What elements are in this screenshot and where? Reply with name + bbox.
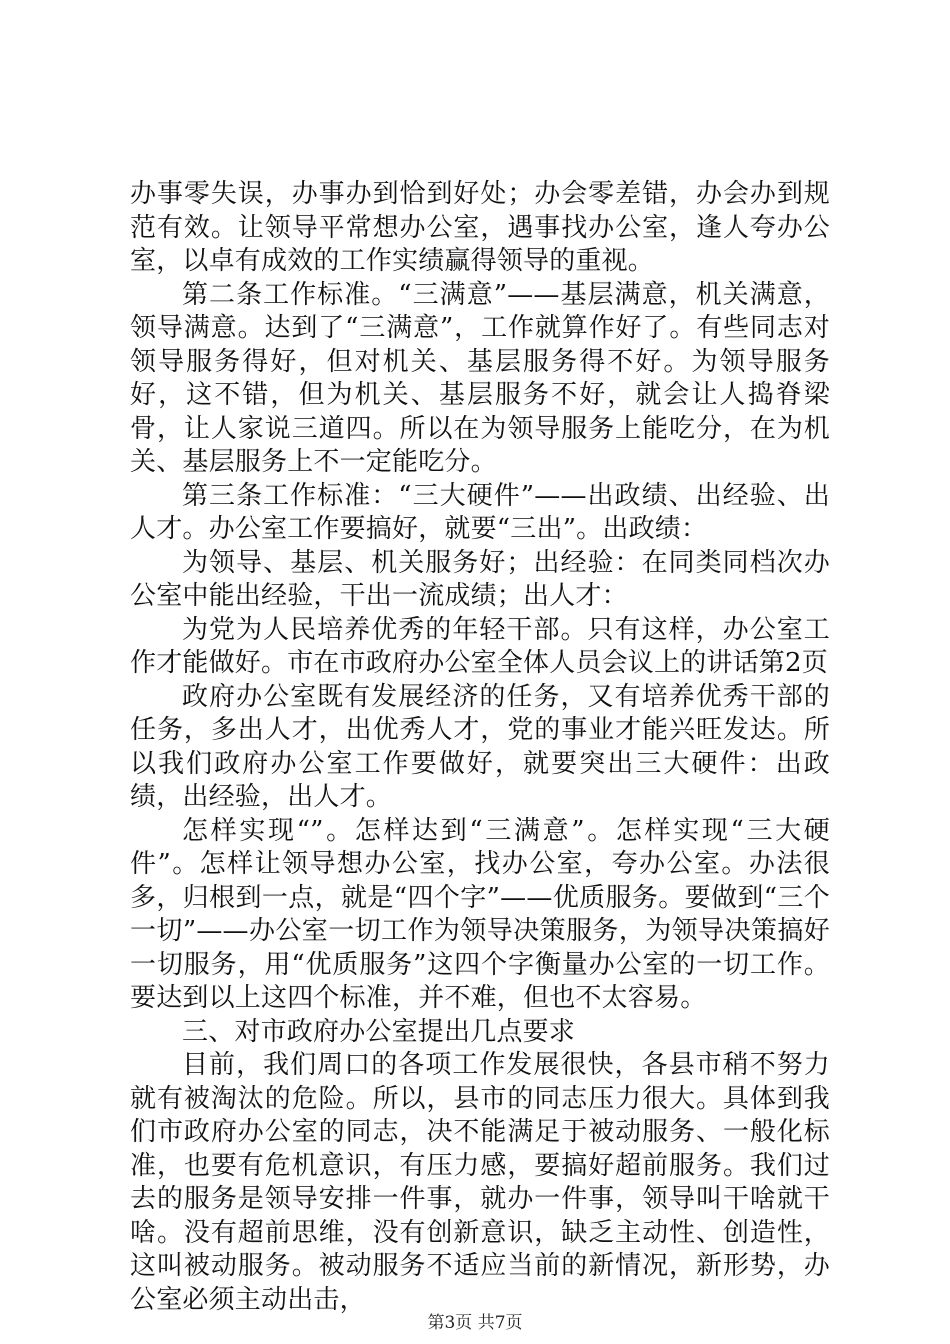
section-heading: 三、对市政府办公室提出几点要求	[182, 1016, 576, 1047]
document-body	[130, 178, 830, 1317]
paragraph-1: 办事零失误，办事办到恰到好处；办会零差错，办会办到规范有效。让领导平常想办公室，遇事找办公室，逢人夸办公室，以卓有成效的工作实绩赢得领导的重视。	[130, 179, 830, 276]
paragraph-8: 目前，我们周口的各项工作发展很快，各县市稍不努力就有被淘汰的危险。所以，县市的同志压力很大。具体到我们市政府办公室的同志，决不能满足于被动服务、一般化标准，也要有危机意识，有压力感，要搞好超前服务。我们过去的服务是领导安排一件事，就办一件事，领导叫干啥就干啥。没有超前思维，没有创新意识，缺乏主动性、创造性，这叫被动服务。被动服务不适应当前的新情况，新形势，办公室必须主动出击，	[130, 1050, 830, 1315]
paragraph-4: 为领导、基层、机关服务好；出经验：在同类同档次办公室中能出经验，干出一流成绩；出人才：	[130, 547, 830, 611]
paragraph-5: 为党为人民培养优秀的年轻干部。只有这样，办公室工作才能做好。市在市政府办公室全体人员会议上的讲话第2页	[130, 614, 830, 678]
page-footer: 第3页 共7页	[427, 1313, 523, 1333]
paragraph-6: 政府办公室既有发展经济的任务，又有培养优秀干部的任务，多出人才，出优秀人才，党的事业才能兴旺发达。所以我们政府办公室工作要做好，就要突出三大硬件：出政绩，出经验，出人才。	[130, 681, 830, 812]
paragraph-3: 第三条工作标准：“三大硬件”——出政绩、出经验、出人才。办公室工作要搞好，就要“三出”。出政绩：	[130, 480, 830, 544]
paragraph-2: 第二条工作标准。“三满意”——基层满意，机关满意，领导满意。达到了“三满意”，工作就算作好了。有些同志对领导服务得好，但对机关、基层服务得不好。为领导服务好，这不错，但为机关、基层服务不好，就会让人捣脊梁骨，让人家说三道四。所以在为领导服务上能吃分，在为机关、基层服务上不一定能吃分。	[130, 279, 830, 477]
paragraph-7: 怎样实现“”。怎样达到“三满意”。怎样实现“三大硬件”。怎样让领导想办公室，找办公室，夸办公室。办法很多，归根到一点，就是“四个字”——优质服务。要做到“三个一切”——办公室一切工作为领导决策服务，为领导决策搞好一切服务，用“优质服务”这四个字衡量办公室的一切工作。要达到以上这四个标准，并不难，但也不太容易。	[130, 815, 830, 1013]
